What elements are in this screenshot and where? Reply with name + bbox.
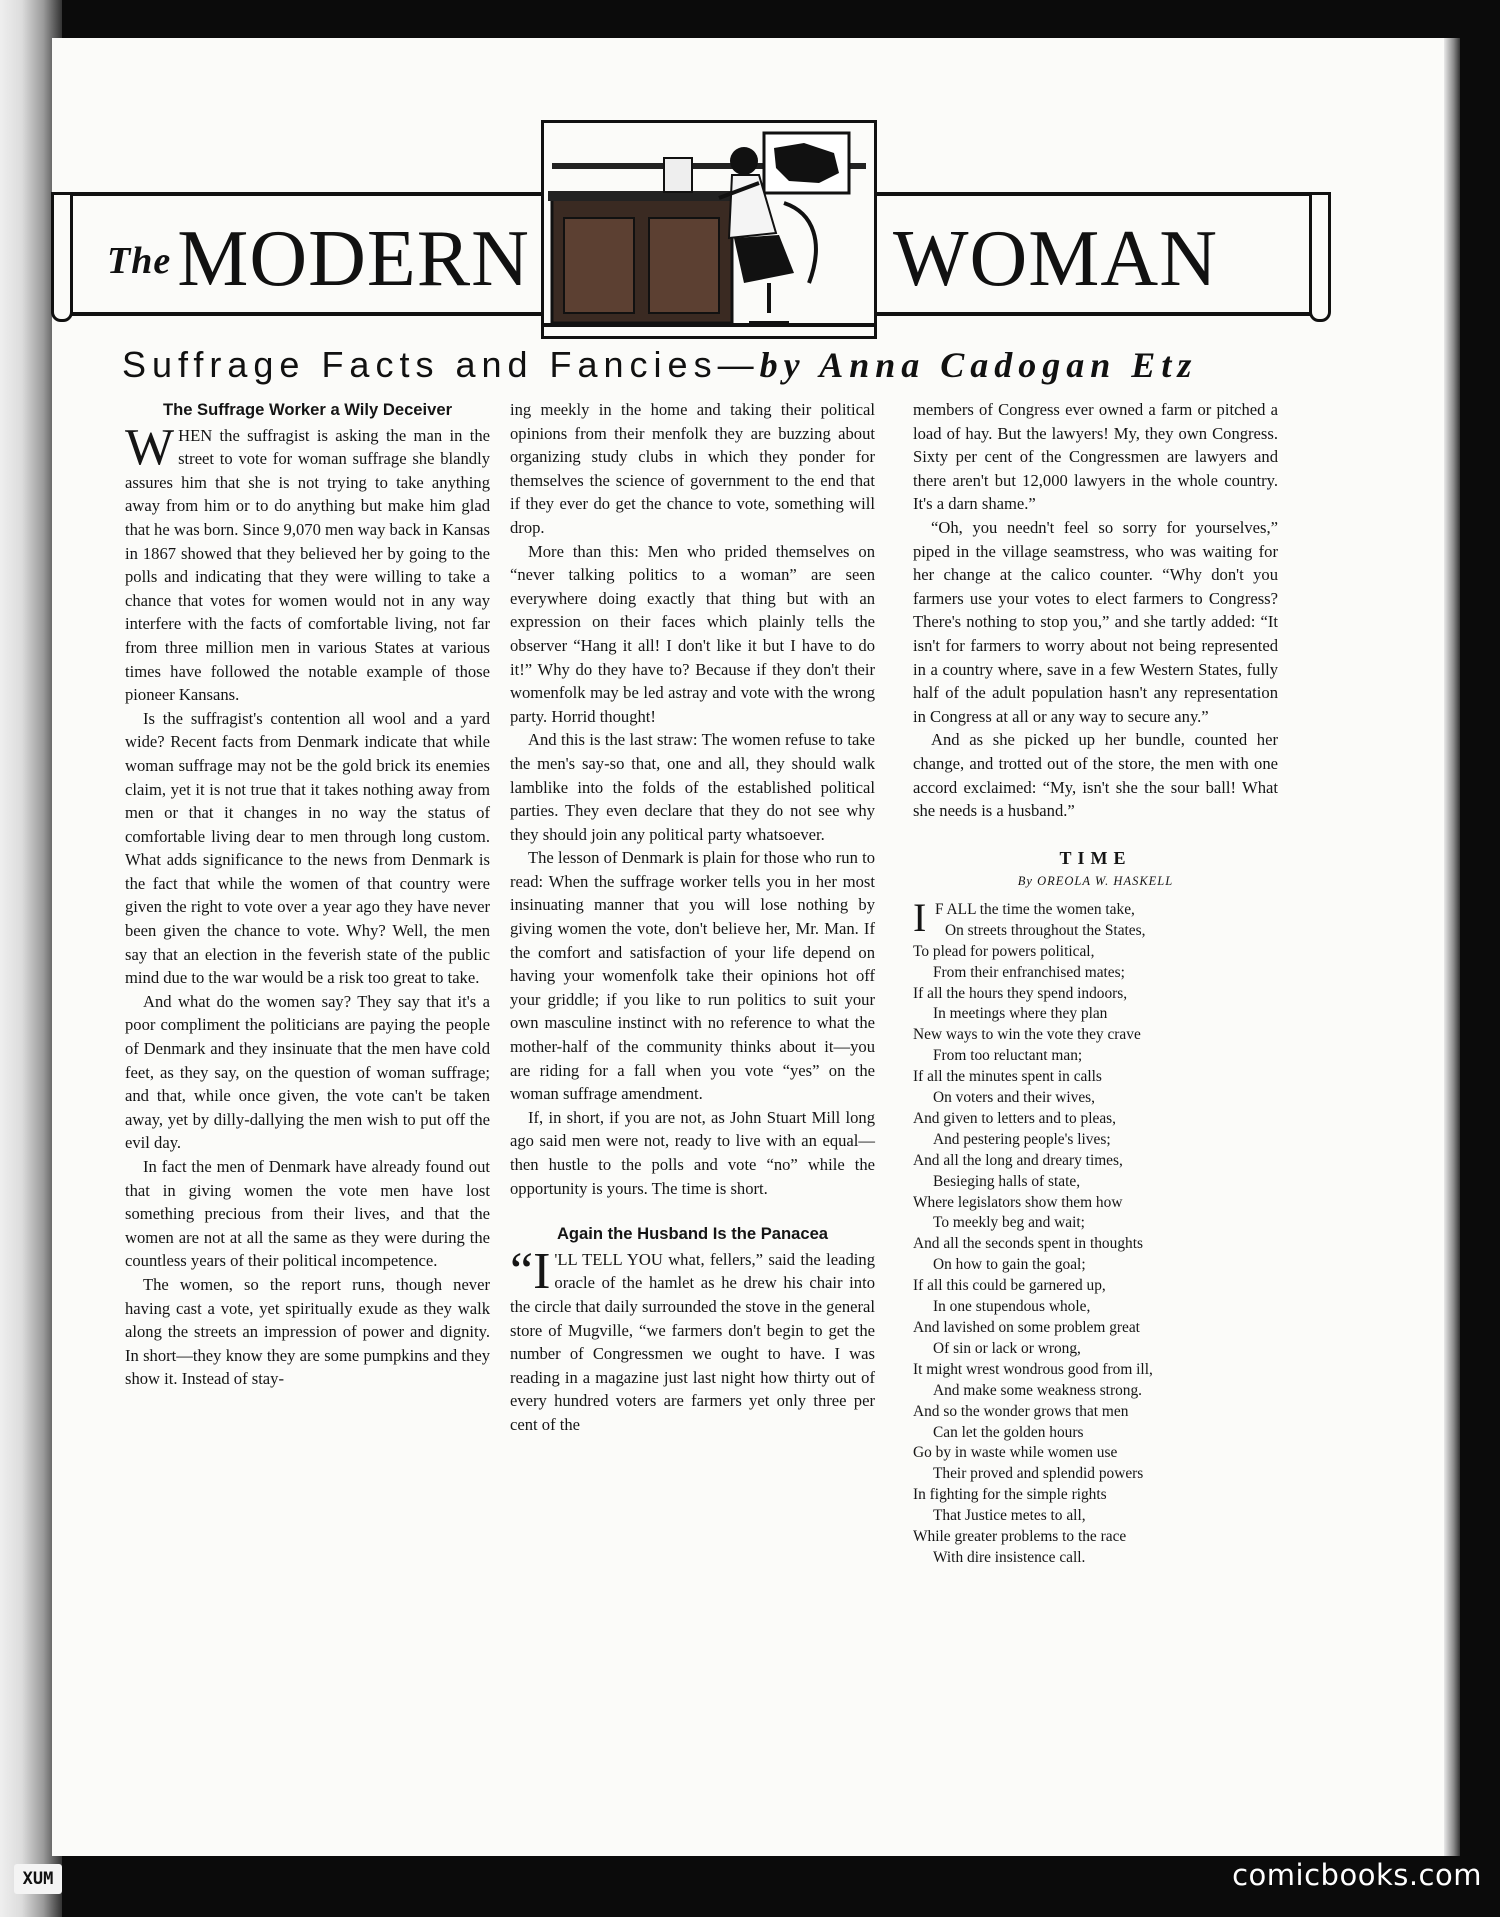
paragraph: “Oh, you needn't feel so sorry for yourselves,” piped in the village seamstress, who was waiting for her change at the calico counter. “Why don't you farmers use your votes to elect farmers to Congress? There's nothing to stop you,” and she tartly added: “It isn't for farmers to worry about not being represented in a country where, save in a few Western States, fully half of the adult population hasn't any representation in Congress at all or any way to secure any.” [913,517,1278,726]
poem-line: It might wrest wondrous good from ill, [913,1360,1153,1378]
article-headline [122,344,1292,386]
paragraph-text: 'LL TELL YOU what, fellers,” said the leading oracle of the hamlet as he drew his chair into the circle that daily surrounded the stove in the general store of Mugville, “we farmers don't begin to get the number of Congressmen we ought to have. I was reading in a magazine just last night how thirty out of every hundred voters are farmers yet only three per cent of the [510,1249,875,1434]
poem-line: Can let the golden hours [933,1423,1084,1441]
paragraph [510,1242,875,1437]
poem-line: And so the wonder grows that men [913,1402,1129,1420]
masthead-title-left [107,214,530,305]
poem-line: From their enfranchised mates; [933,963,1125,981]
drop-cap: W [125,418,175,476]
poem-line: On streets throughout the States, [945,921,1146,939]
poem-line: If all this could be garnered up, [913,1277,1106,1295]
paragraph: And this is the last straw: The women refuse to take the men's say-so that, one and all, they should walk lamblike into the folds of the established political parties. They even declare that they do not see why they should join any political party whatsoever. [510,730,875,844]
masthead [59,120,1323,333]
poem-line: And pestering people's lives; [933,1130,1111,1148]
poem-line: And all the long and dreary times, [913,1151,1123,1169]
poem-line: To meekly beg and wait; [933,1214,1085,1232]
paragraph-text: HEN the suffragist is asking the man in the street to vote for woman suffrage she blandly assures him that she is not trying to take anything away from him or to do anything but make him glad that he was born. Since 9,070 men way back in Kansas in 1867 showed that they believed her by going to the polls and indicating that they were willing to take a chance that votes for women would not in any way interfere with the facts of comfortable living, not far from three million men in various States at various times have followed the notable example of those pioneer Kansans. [125,425,490,705]
poem-line: If all the hours they spend indoors, [913,984,1128,1002]
paragraph: If, in short, if you are not, as John Stuart Mill long ago said men were not, ready to live with an equal—then hustle to the polls and vote “no” while the opportunity is yours. The time is short. [510,1107,875,1198]
poem-line: That Justice metes to all, [933,1507,1086,1525]
poem-line: Where legislators show them how [913,1193,1123,1211]
woman-at-desk-illustration [541,120,877,339]
subhead-husband-panacea: Again the Husband Is the Panacea [556,1224,829,1244]
column-2 [510,398,875,1437]
banner-scroll-right [1309,192,1331,322]
poem-line: Go by in waste while women use [913,1444,1118,1462]
poem-byline: By OREOLA W. HASKELL [1017,874,1174,889]
banner-scroll-left [51,192,73,322]
poem-line: And lavished on some problem great [913,1319,1140,1336]
masthead-modern: MODERN [177,215,530,303]
poem-line: If all the minutes spent in calls [913,1068,1102,1086]
poem-line: With dire insistence call. [933,1548,1086,1566]
poem-line: And given to letters and to pleas, [913,1109,1117,1127]
poem-line: On voters and their wives, [933,1089,1095,1107]
paragraph [125,418,490,707]
poem-line: While greater problems to the race [913,1528,1127,1546]
poem-line: On how to gain the goal; [933,1256,1086,1274]
illustration-drawing [544,123,874,336]
paragraph: ing meekly in the home and taking their political opinions from their menfolk they are buzzing about organizing study clubs in which they ponder for themselves the science of government to the end that if they ever do get the chance to vote, something will drop. [510,400,875,537]
poem-line: Of sin or lack or wrong, [933,1339,1081,1357]
poem-line: In fighting for the simple rights [913,1486,1107,1504]
page-edge-shadow [1444,38,1460,1856]
column-3 [913,398,1278,1569]
poem-line: To plead for powers political, [913,942,1095,960]
poem-line: And all the seconds spent in thoughts [913,1235,1143,1253]
paragraph: In fact the men of Denmark have already found out that in giving women the vote men have lost something precious from their lives, and that the women are not at all the same as they were during the countless years of their political incompetence. [125,1157,490,1271]
poem-line: From too reluctant man; [933,1047,1083,1065]
subhead-wily-deceiver: The Suffrage Worker a Wily Deceiver [162,400,453,419]
poem-line: Their proved and splendid powers [933,1465,1144,1483]
article-title: Suffrage Facts and Fancies— [122,344,760,385]
xum-watermark: XUM [14,1864,62,1894]
paragraph: And as she picked up her bundle, counted her change, and trotted out of the store, the men with one accord exclaimed: “My, isn't she the sour ball! What she needs is a husband.” [913,730,1278,821]
poem-line: And make some weakness strong. [933,1381,1143,1399]
poem-body [913,894,1278,1569]
paragraph: The lesson of Denmark is plain for those who run to read: When the suffrage worker tells you in her most insinuating manner that you will lose nothing by giving women the vote, don't believe her, Mr. Man. If the comfort and satisfaction of your life depend on having your womenfolk take their opinions hot off your griddle; if you like to run politics to suit your own masculine instinct with no reference to what the mother-half of the community thinks about it—you are riding for a fall when you vote “yes” on the woman suffrage amendment. [510,848,875,1104]
masthead-the: The [107,240,172,282]
poem-line: New ways to win the vote they crave [913,1026,1141,1044]
paragraph: More than this: Men who prided themselves on “never talking politics to a woman” are seen everywhere doing exactly that thing but with an expression on their faces which plainly tells the observer “Hang it all! I don't like it but I have to do it!” Why do they have to? Because if they don't their womenfolk may be led astray and vote with the wrong party. Horrid thought! [510,541,875,726]
poem-title: TIME [1059,847,1132,868]
poem-line: In meetings where they plan [933,1005,1108,1023]
masthead-woman: WOMAN [893,215,1218,303]
drop-cap: “I [510,1242,551,1300]
column-1 [125,398,490,1391]
paragraph: And what do the women say? They say that it's a poor compliment the politicians are paying the people of Denmark and they insinuate that the men have cold feet, as they say, on the question of woman suffrage; and that, while once given, the vote can't be taken away, yet by dilly-dallying the men wish to put off the evil day. [125,991,490,1153]
paragraph: members of Congress ever owned a farm or pitched a load of hay. But the lawyers! My, they own Congress. Sixty per cent of the Congressmen are lawyers and there aren't but 12,000 lawyers in the whole country. It's a darn shame.” [913,400,1278,514]
poem-drop-cap: I [913,894,927,940]
paragraph: Is the suffragist's contention all wool and a yard wide? Recent facts from Denmark indicate that while woman suffrage may not be the gold brick its enemies claim, yet it is not true that it takes nothing away from men or that it changes in no way the status of comfortable living dear to men through long custom. What adds significance to the news from Denmark is the fact that while the women of that country were given the right to vote over a year ago they have never been given the chance to vote. Why? Well, the men say that an election in the feverish state of the public mind due to the war would be a risk too great to take. [125,708,490,988]
article-byline: by Anna Cadogan Etz [759,345,1198,385]
poem-line: In one stupendous whole, [933,1298,1091,1316]
poem-line-text: F ALL the time the women take, [935,900,1135,918]
paragraph: The women, so the report runs, though never having cast a vote, yet spiritually exude as they walk along the streets an impression of power and dignity. In short—they know they are some pumpkins and they show it. Instead of stay- [125,1274,490,1389]
poem-line: Besieging halls of state, [933,1172,1081,1190]
comicbooks-watermark: comicbooks.com [1232,1858,1482,1892]
